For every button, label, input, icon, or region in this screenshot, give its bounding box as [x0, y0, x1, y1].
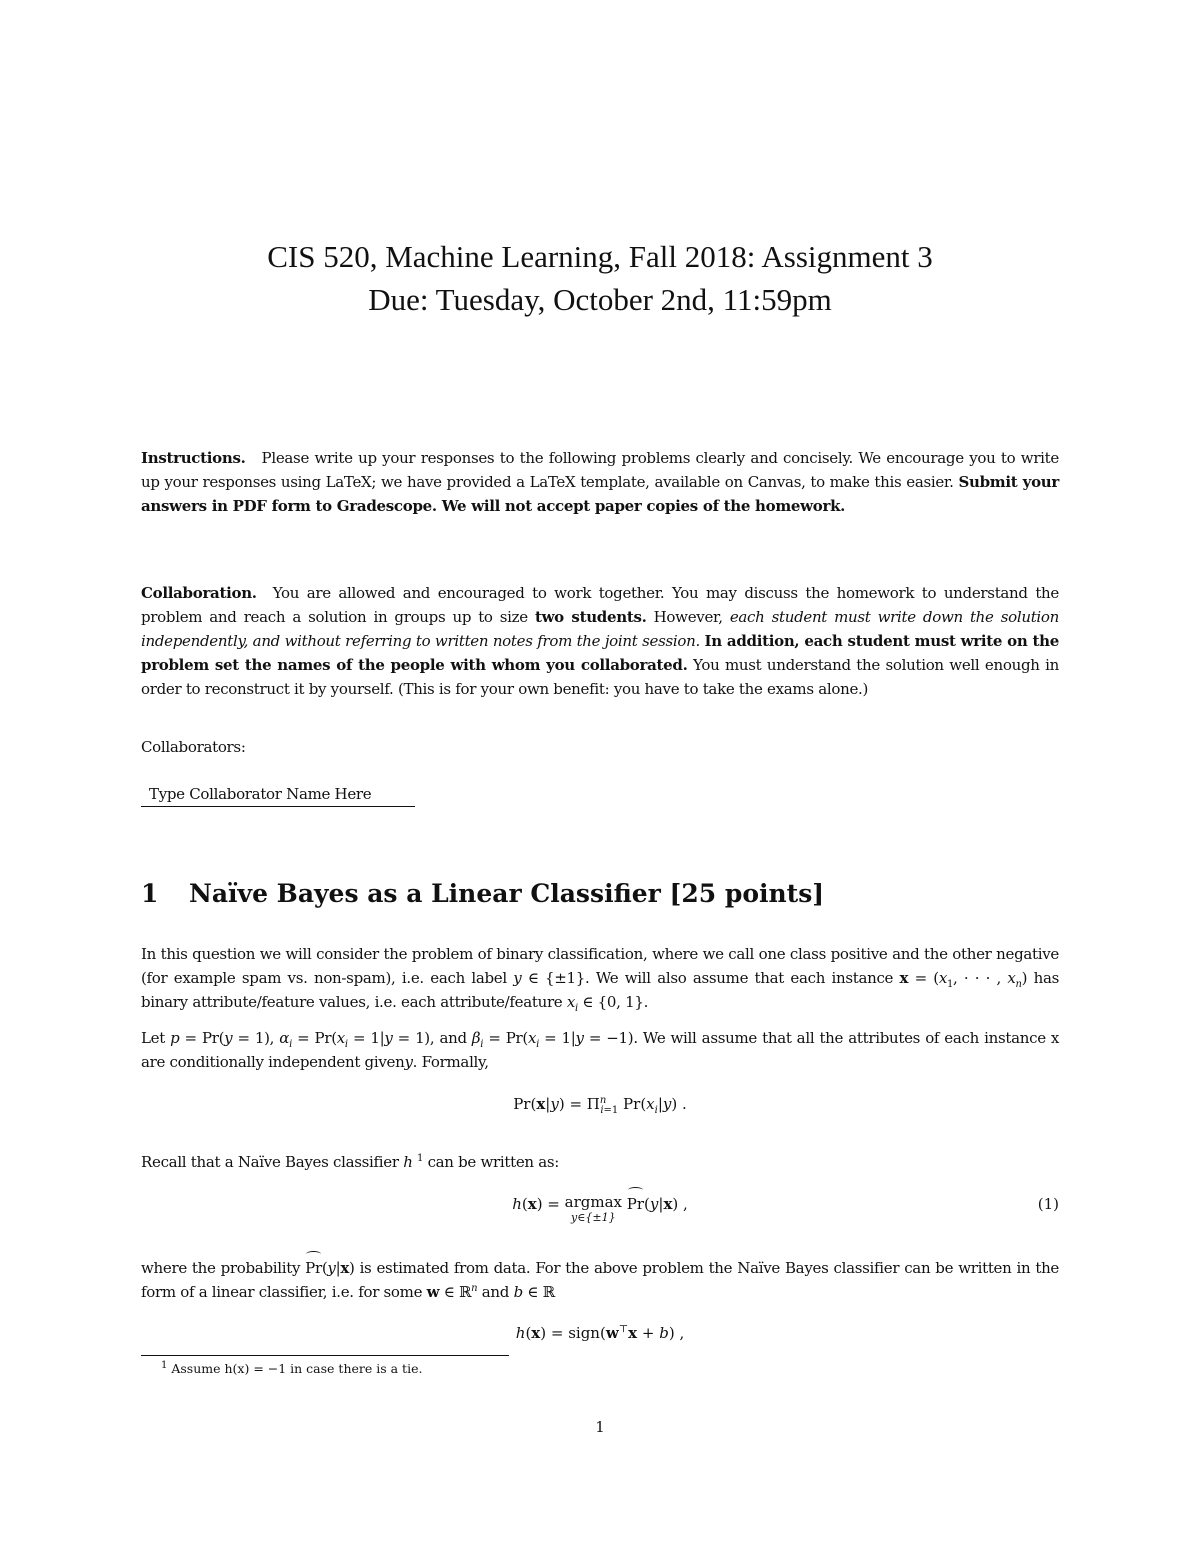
linear-classifier-equation: h(x) = sign(w⊤x + b) ,	[515, 1324, 685, 1342]
section-number: 1	[141, 879, 159, 908]
recall-paragraph: Recall that a Naïve Bayes classifier h $^1$ can be written as:	[141, 1153, 560, 1171]
collaboration-italic-text: each student must write down the solution independently, and without referring to written notes from the joint session.	[141, 608, 1060, 650]
footnote-text: Assume h(x) = −1 in case there is a tie.	[171, 1361, 423, 1376]
collaboration-closing-text: You must understand the solution well enough in order to reconstruct it by yourself. (This is for your own benefit: you have to take the exams alone.)	[141, 656, 1060, 698]
intro-text-b: We will also assume that each instance	[595, 969, 894, 987]
definitions-text-a: Let	[141, 1029, 165, 1047]
instructions-text: Please write up your responses to the following problems clearly and concisely. We encourage you to write up your responses using LaTeX; we have provided a LaTeX template, available on Canvas, to make this easier.	[141, 449, 1059, 491]
recall-text-a: Recall that a Naïve Bayes classifier	[141, 1153, 399, 1171]
section-title: Naïve Bayes as a Linear Classifier [25 points]	[189, 879, 825, 908]
definitions-text-and: and	[439, 1029, 467, 1047]
collaboration-paragraph	[141, 581, 1059, 701]
intro-text-c: has binary attribute/feature values, i.e. each attribute/feature	[141, 969, 1060, 1011]
instructions-bold-text: Submit your answers in PDF form to Gradescope. We will not accept paper copies of the homework.	[141, 473, 1059, 515]
instructions-label: Instructions.	[141, 449, 246, 467]
collaboration-bold-text: In addition, each student must write on the problem set the names of the people with whom you collaborated.	[141, 632, 1059, 674]
linear-form-paragraph: where the probability Pr(y|x) is estimated from data. For the above problem the Naïve Bayes classifier can be written in the form of a linear classifier, i.e. for some w ∈ ℝ$^n$ and b ∈ ℝ	[141, 1256, 1059, 1304]
instructions-paragraph	[141, 446, 1059, 518]
collaboration-text: You are allowed and encouraged to work together. You may discuss the homework to understand the problem and reach a solution in groups up to size	[141, 584, 1059, 626]
independence-equation: $Pr(x|y) = \Pi^n_{i=1}$ $Pr(x_i|y)$ .	[513, 1095, 687, 1116]
where-text-and: and	[481, 1283, 510, 1301]
definitions-paragraph: Let p = Pr(y = 1), $\alpha_i = Pr(x_i = 1|y = 1)$, and $\beta_i = Pr(x_i = 1|y = -1)$. We will assume that all the attributes of each instance x are conditionally independent giveny. Formally,	[141, 1029, 1060, 1071]
due-date: Due: Tuesday, October 2nd, 11:59pm	[368, 282, 832, 317]
section-intro-paragraph: In this question we will consider the problem of binary classification, where we call one class positive and the other negative (for example spam vs. non-spam), i.e. each label y ∈ {±1}. We will also assume that each instance $x = (x_1$, · · · , $x_n$) has binary attribute/feature values, i.e. each attribute/feature $x_i$ ∈ {0, 1}.	[141, 945, 1060, 1014]
definitions-text-d: Formally,	[421, 1053, 489, 1071]
collaboration-two-students: two students.	[534, 608, 647, 626]
equation-number: (1)	[1037, 1195, 1059, 1213]
recall-text-b: can be written as:	[427, 1153, 560, 1171]
page-number: 1	[595, 1418, 605, 1436]
collaborators-label: Collaborators:	[141, 738, 246, 756]
section-heading	[141, 876, 824, 912]
definitions-text-c: We will assume that all the attributes of each instance x are conditionally independent given	[141, 1029, 1060, 1071]
footnote-rule	[141, 1355, 509, 1356]
collaborator-name-field[interactable]: Type Collaborator Name Here	[141, 782, 415, 807]
intro-text-a: In this question we will consider the problem of binary classification, where we call one class positive and the other negative (for example spam vs. non-spam), i.e. each label	[141, 945, 1059, 987]
assignment-title: CIS 520, Machine Learning, Fall 2018: Assignment 3	[267, 239, 933, 274]
footnote-marker: 1	[161, 1359, 168, 1371]
where-text-a: where the probability	[141, 1259, 301, 1277]
where-text-b: is estimated from data. For the above problem the Naïve Bayes classifier can be written in the form of a linear classifier, i.e. for some	[141, 1259, 1060, 1301]
classifier-equation: h(x) = argmax y∈{±1} Pr(y|x) , (1)	[512, 1193, 1059, 1224]
footnote	[141, 1360, 422, 1378]
collaboration-however: However,	[653, 608, 723, 626]
collaboration-label: Collaboration.	[141, 584, 257, 602]
